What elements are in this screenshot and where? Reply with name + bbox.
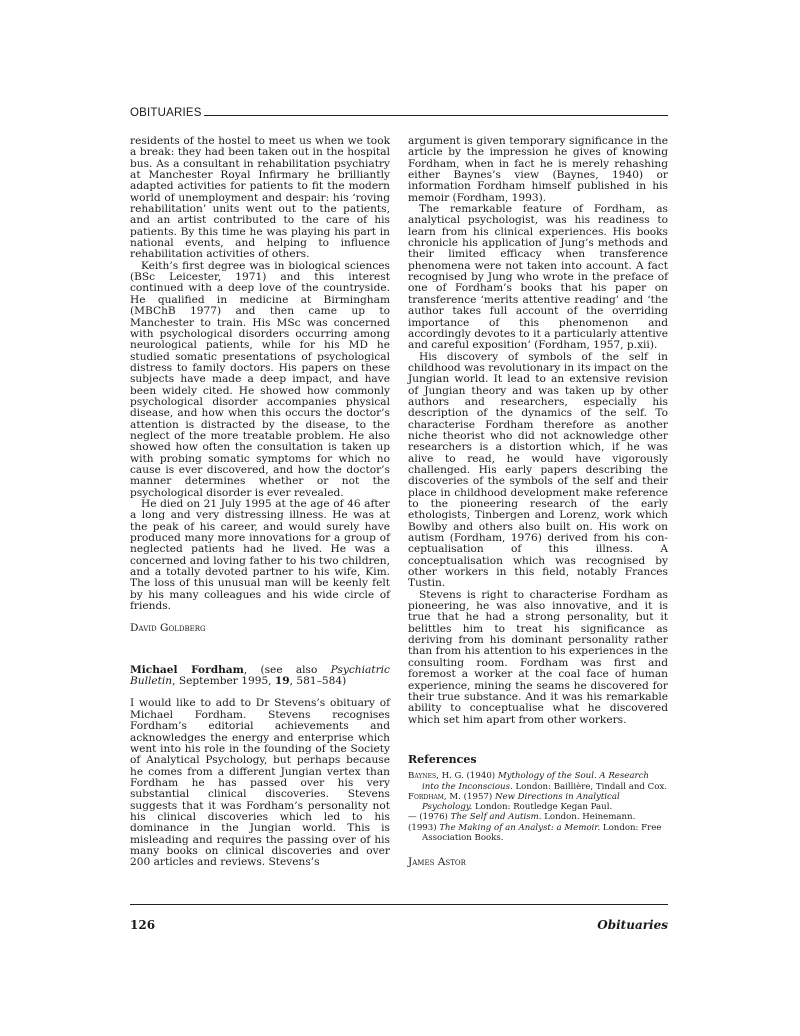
paragraph: I would like to add to Dr Stevens’s obituary of Michael Fordham. Stevens recognises Fordham’s editorial achievements and acknowledges the energy and enterprise which went into his role in the founding of the Society of Analytical Psychology, but perhaps because he comes from a different Jungian vertex than Fordham he has passed over his very substantial clinical discoveries. Stevens suggests that it was Fordham’s personality not his clinical discoveries which led to his dominance in the Jungian world. This is misleading and requires the passing over of his many books on clinical discoveries and over 200 articles and reviews. Stevens’s	[130, 697, 390, 869]
entry-pages: , 581–584)	[289, 675, 347, 688]
page-header	[130, 107, 668, 125]
entry-mid: , (see also	[243, 663, 331, 676]
paragraph: residents of the hostel to meet us when we took a break: they had been taken out in the hospital bus. As a consultant in rehabilitation psychiatry at Manchester Royal Infirmary he brilliantly adapted activities for patients to fit the modern world of unemployment and despair: his ‘roving rehabilitation’ units went out to the patients, and an artist contributed to the care of his patients. By this time he was playing his part in national events, and helping to influence rehabilitation activities of others.	[130, 135, 390, 261]
paragraph: He died on 21 July 1995 at the age of 46 after a long and very distressing illness. He was at the peak of his career, and would surely have produced many more innovations for a group of neglected patients had he lived. He was a concerned and loving father to his two children, and a totally devoted partner to his wife, Kim. The loss of this unusual man will be keenly felt by his many colleagues and his wide circle of friends.	[130, 498, 390, 613]
entry-volume: 19	[274, 675, 290, 688]
author-signature: David Goldberg	[130, 622, 206, 635]
reference-item: Fordham, M. (1957) New Directions in Analytical Psychology. London: Routledge Kegan Paul.	[408, 791, 620, 813]
page-number: 126	[130, 918, 156, 932]
entry-date: , September 1995,	[172, 675, 275, 688]
paragraph: Keith’s first degree was in biological sciences (BSc Leicester, 1971) and this interest continued with a deep love of the countryside. He qualified in medicine at Birmingham (MBChB 1977) and then came up to Manchester to train. His MSc was concerned with psychological disorders occurring among neurological patients, while for his MD he studied somatic presentations of psychological distress to family doctors. His papers on these subjects have made a deep impact, and have been widely cited. He showed how commonly psychological disorder accompanies physical disease, and how when this occurs the doctor’s attention is distracted by the disease, to the neglect of the more treatable problem. He also showed how often the consultation is taken up with probing somatic symptoms for which no cause is ever discovered, and how the doctor’s manner determines whether or not the psychological disorder is ever revealed.	[130, 259, 390, 499]
paragraph: argument is given temporary significance in the article by the impression he gives of knowing Fordham, when in fact he is merely rehashing either Baynes’s view (Baynes, 1940) or information Fordham himself published in his memoir (Fordham, 1993).	[408, 135, 668, 204]
section-title: OBITUARIES	[130, 107, 202, 119]
header-rule	[204, 115, 668, 116]
entry-journal: Psychiatric Bulletin	[130, 663, 390, 688]
reference-item: Baynes, H. G. (1940) Mythology of the Soul. A Research into the Inconscious. London: Baillière, Tindall and Cox.	[408, 771, 667, 792]
author-signature: James Astor	[408, 856, 466, 869]
references-list	[408, 771, 668, 843]
references-heading: References	[408, 752, 477, 766]
entry-name: Michael Fordham	[130, 663, 244, 676]
paragraph: His discovery of symbols of the self in childhood was revolutionary in its impact on the Jungian world. It lead to an extensive revision of Jungian theory and was taken up by other authors and researchers, especially his description of the dynamics of the self. To characterise Fordham therefore as another niche theorist who did not acknowledge other researchers is a distortion which, if he was alive to read, he would have vigorously challenged. His early papers describing the discoveries of the symbols of the self and their place in childhood development make reference to the pioneering research of the early ethologists, Tinbergen and Lorenz, work which Bowlby and others also built on. His work on autism (Fordham, 1976) derived from his conceptualisation of this illness. A conceptualisation which was recognised by other workers in this field, notably Frances Tustin.	[408, 350, 668, 590]
reference-item: — (1976) The Self and Autism. London. Heinemann.	[408, 812, 636, 823]
left-column	[130, 136, 390, 869]
reference-item: (1993) The Making of an Analyst: a Memoir. London: Free Association Books.	[408, 822, 662, 843]
running-title: Obituaries	[597, 918, 668, 932]
obituary-entry-heading	[130, 665, 390, 688]
paragraph: Stevens is right to characterise Fordham as pioneering, he was also innovative, and it is true that he had a strong personality, but it belittles him to treat his significance as deriving from his dominant personality rather than from his attention to his experiences in the consulting room. Fordham was first and foremost a worker at the coal face of human experience, mining the seams he discovered for their true substance. And it was his remarkable ability to conceptualise what he discovered which set him apart from other workers.	[408, 588, 668, 726]
right-column	[408, 136, 668, 869]
paragraph: The remarkable feature of Fordham, as analytical psychologist, was his readiness to learn from his clinical experiences. His books chronicle his application of Jung’s methods and their limited efficacy when transference phenomena were not taken into account. A fact recognised by Jung who wrote in the preface of one of Fordham’s books that his paper on transference ‘merits attentive reading’ and ‘the author takes full account of the overriding importance of this phenomenon and accordingly devotes to it a particularly attentive and careful exposition’ (Fordham, 1957, p.xii).	[408, 203, 668, 352]
footer-rule	[130, 904, 668, 905]
page-footer	[130, 904, 668, 934]
